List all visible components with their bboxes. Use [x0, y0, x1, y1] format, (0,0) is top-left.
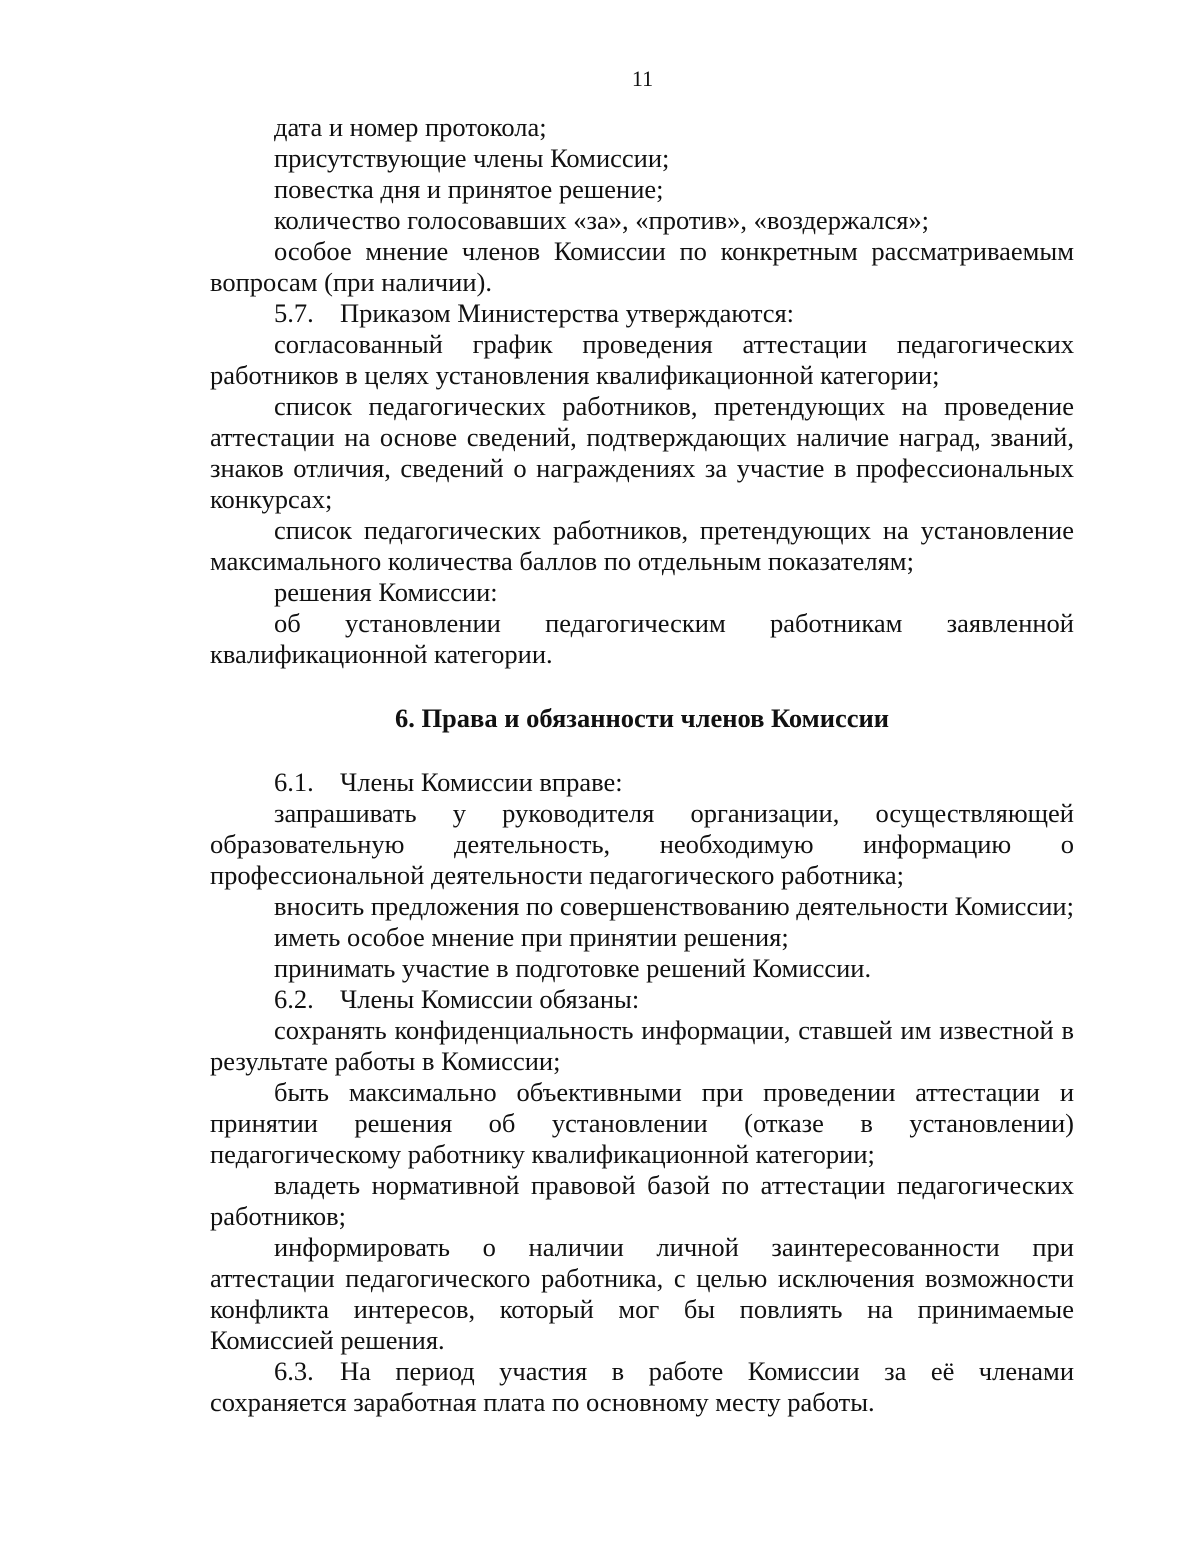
paragraph: согласованный график проведения аттестации педагогических работников в целях установления квалификационной категории; — [210, 329, 1074, 390]
paragraph: об установлении педагогическим работникам заявленной квалификационной категории. — [210, 608, 1074, 669]
clause-text: Члены Комиссии обязаны: — [340, 984, 640, 1014]
document-body — [210, 112, 1074, 1418]
paragraph: дата и номер протокола; — [274, 112, 547, 142]
paragraph: владеть нормативной правовой базой по аттестации педагогических работников; — [210, 1170, 1074, 1231]
paragraph: сохранять конфиденциальность информации, ставшей им известной в результате работы в Комиссии; — [210, 1015, 1074, 1076]
paragraph: вносить предложения по совершенствованию деятельности Комиссии; — [274, 891, 1074, 921]
paragraph: особое мнение членов Комиссии по конкретным рассматриваемым вопросам (при наличии). — [210, 236, 1074, 297]
page-number: 11 — [631, 66, 654, 91]
paragraph: список педагогических работников, претендующих на проведение аттестации на основе сведений, подтверждающих наличие наград, званий, знаков отличия, сведений о награждениях за участие в профессиональных конкурсах; — [210, 391, 1074, 514]
section-heading: 6. Права и обязанности членов Комиссии — [394, 703, 890, 733]
clause-text: Приказом Министерства утверждаются: — [340, 298, 795, 328]
clause-text: Члены Комиссии вправе: — [340, 767, 623, 797]
paragraph: повестка дня и принятое решение; — [274, 174, 664, 204]
paragraph: быть максимально объективными при проведении аттестации и принятии решения об установлении (отказе в установлении) педагогическому работнику квалификационной категории; — [210, 1077, 1074, 1169]
numbered-clause — [210, 984, 1074, 1015]
paragraph: запрашивать у руководителя организации, осуществляющей образовательную деятельность, необходимую информацию о профессиональной деятельности педагогического работника; — [210, 798, 1074, 890]
paragraph: принимать участие в подготовке решений Комиссии. — [274, 953, 872, 983]
clause-text: На период участия в работе Комиссии за её членами сохраняется заработная плата по основному месту работы. — [210, 1356, 1074, 1417]
paragraph: список педагогических работников, претендующих на установление максимального количества баллов по отдельным показателям; — [210, 515, 1074, 576]
paragraph: решения Комиссии: — [274, 577, 498, 607]
numbered-clause — [210, 767, 1074, 798]
paragraph: иметь особое мнение при принятии решения; — [274, 922, 789, 952]
paragraph: присутствующие члены Комиссии; — [274, 143, 670, 173]
clause-number: 5.7. — [274, 298, 314, 328]
section-5-continuation — [210, 112, 1074, 670]
numbered-clause — [210, 298, 1074, 329]
section-6-body — [210, 767, 1074, 1418]
clause-number: 6.3. — [274, 1356, 314, 1386]
paragraph: информировать о наличии личной заинтересованности при аттестации педагогического работника, с целью исключения возможности конфликта интересов, который мог бы повлиять на принимаемые Комиссией решения. — [210, 1232, 1074, 1355]
clause-number: 6.2. — [274, 984, 314, 1014]
numbered-clause — [210, 1356, 1074, 1418]
clause-number: 6.1. — [274, 767, 314, 797]
paragraph: количество голосовавших «за», «против», «воздержался»; — [274, 205, 930, 235]
